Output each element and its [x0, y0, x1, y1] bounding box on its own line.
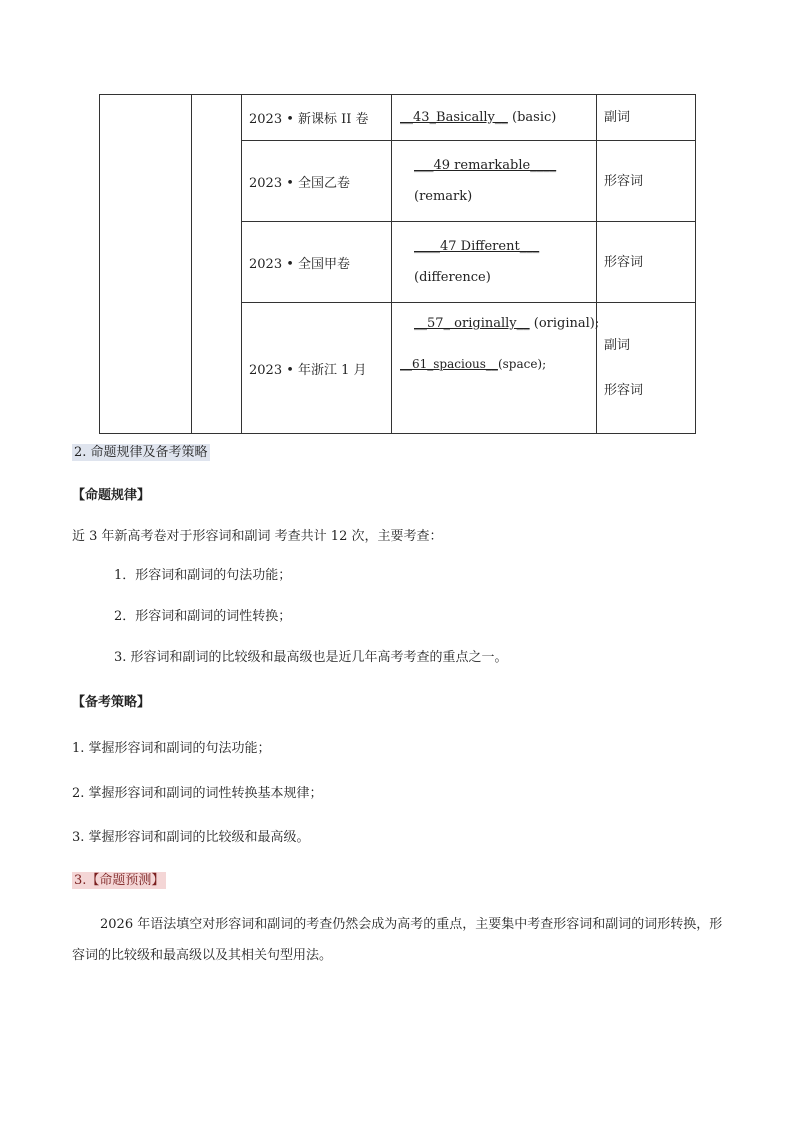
answer-cell [392, 303, 600, 434]
table-row [100, 95, 696, 141]
year-cell: 2023 • 全国乙卷 [242, 141, 392, 222]
section3-heading: 3.【命题预测】 [74, 873, 165, 888]
pos-cell: 副词 [597, 95, 696, 141]
rule-item: 3. 形容词和副词的比较级和最高级也是近几年高考考查的重点之一。 [114, 650, 508, 665]
table-cell-empty [100, 95, 192, 434]
answer-hint: (basic) [507, 110, 557, 125]
answer-underlined: ____47 Different___ [414, 239, 540, 254]
exam-table [99, 94, 696, 434]
answer-hint: (difference) [414, 270, 491, 285]
answer-hint: (remark) [414, 189, 473, 204]
rule-item: 2．形容词和副词的词性转换； [114, 609, 292, 624]
answer-underlined: __61_spacious__ [400, 357, 498, 371]
strategy-item: 3. 掌握形容词和副词的比较级和最高级。 [72, 830, 310, 845]
rule-intro: 近 3 年新高考卷对于形容词和副词 考查共计 12 次，主要考查： [72, 529, 443, 544]
section-heading [72, 869, 166, 888]
table-cell-empty [192, 95, 242, 434]
pos-cell: 形容词 [597, 141, 696, 222]
strategy-title: 【备考策略】 [72, 695, 151, 710]
year-cell: 2023 • 年浙江 1 月 [242, 303, 392, 434]
section2-heading: 2. 命题规律及备考策略 [74, 445, 208, 460]
pos-label: 副词 [604, 338, 631, 353]
strategy-item: 2. 掌握形容词和副词的词性转换基本规律； [72, 786, 323, 801]
answer-hint: (original); [529, 316, 600, 331]
year-cell: 2023 • 全国甲卷 [242, 222, 392, 303]
answer-hint: (space); [497, 357, 547, 371]
rule-item: 1．形容词和副词的句法功能； [114, 568, 292, 583]
pos-label: 形容词 [604, 383, 644, 398]
pos-cell: 形容词 [597, 222, 696, 303]
answer-underlined: ___49 remarkable____ [414, 158, 557, 173]
year-cell: 2023 • 新课标 II 卷 [242, 95, 392, 141]
rule-title: 【命题规律】 [72, 488, 151, 503]
strategy-item: 1. 掌握形容词和副词的句法功能； [72, 741, 271, 756]
answer-cell [392, 141, 597, 222]
pos-cell [597, 303, 696, 434]
answer-cell [392, 222, 597, 303]
answer-cell [392, 95, 597, 141]
answer-underlined: __43_Basically__ [400, 110, 508, 125]
answer-underlined: __57_ originally__ [414, 316, 530, 331]
section-heading [72, 441, 210, 460]
prediction-paragraph: 2026 年语法填空对形容词和副词的考查仍然会成为高考的重点，主要集中考查形容词和副词的词形转换，形容词的比较级和最高级以及其相关句型用法。 [72, 917, 723, 963]
